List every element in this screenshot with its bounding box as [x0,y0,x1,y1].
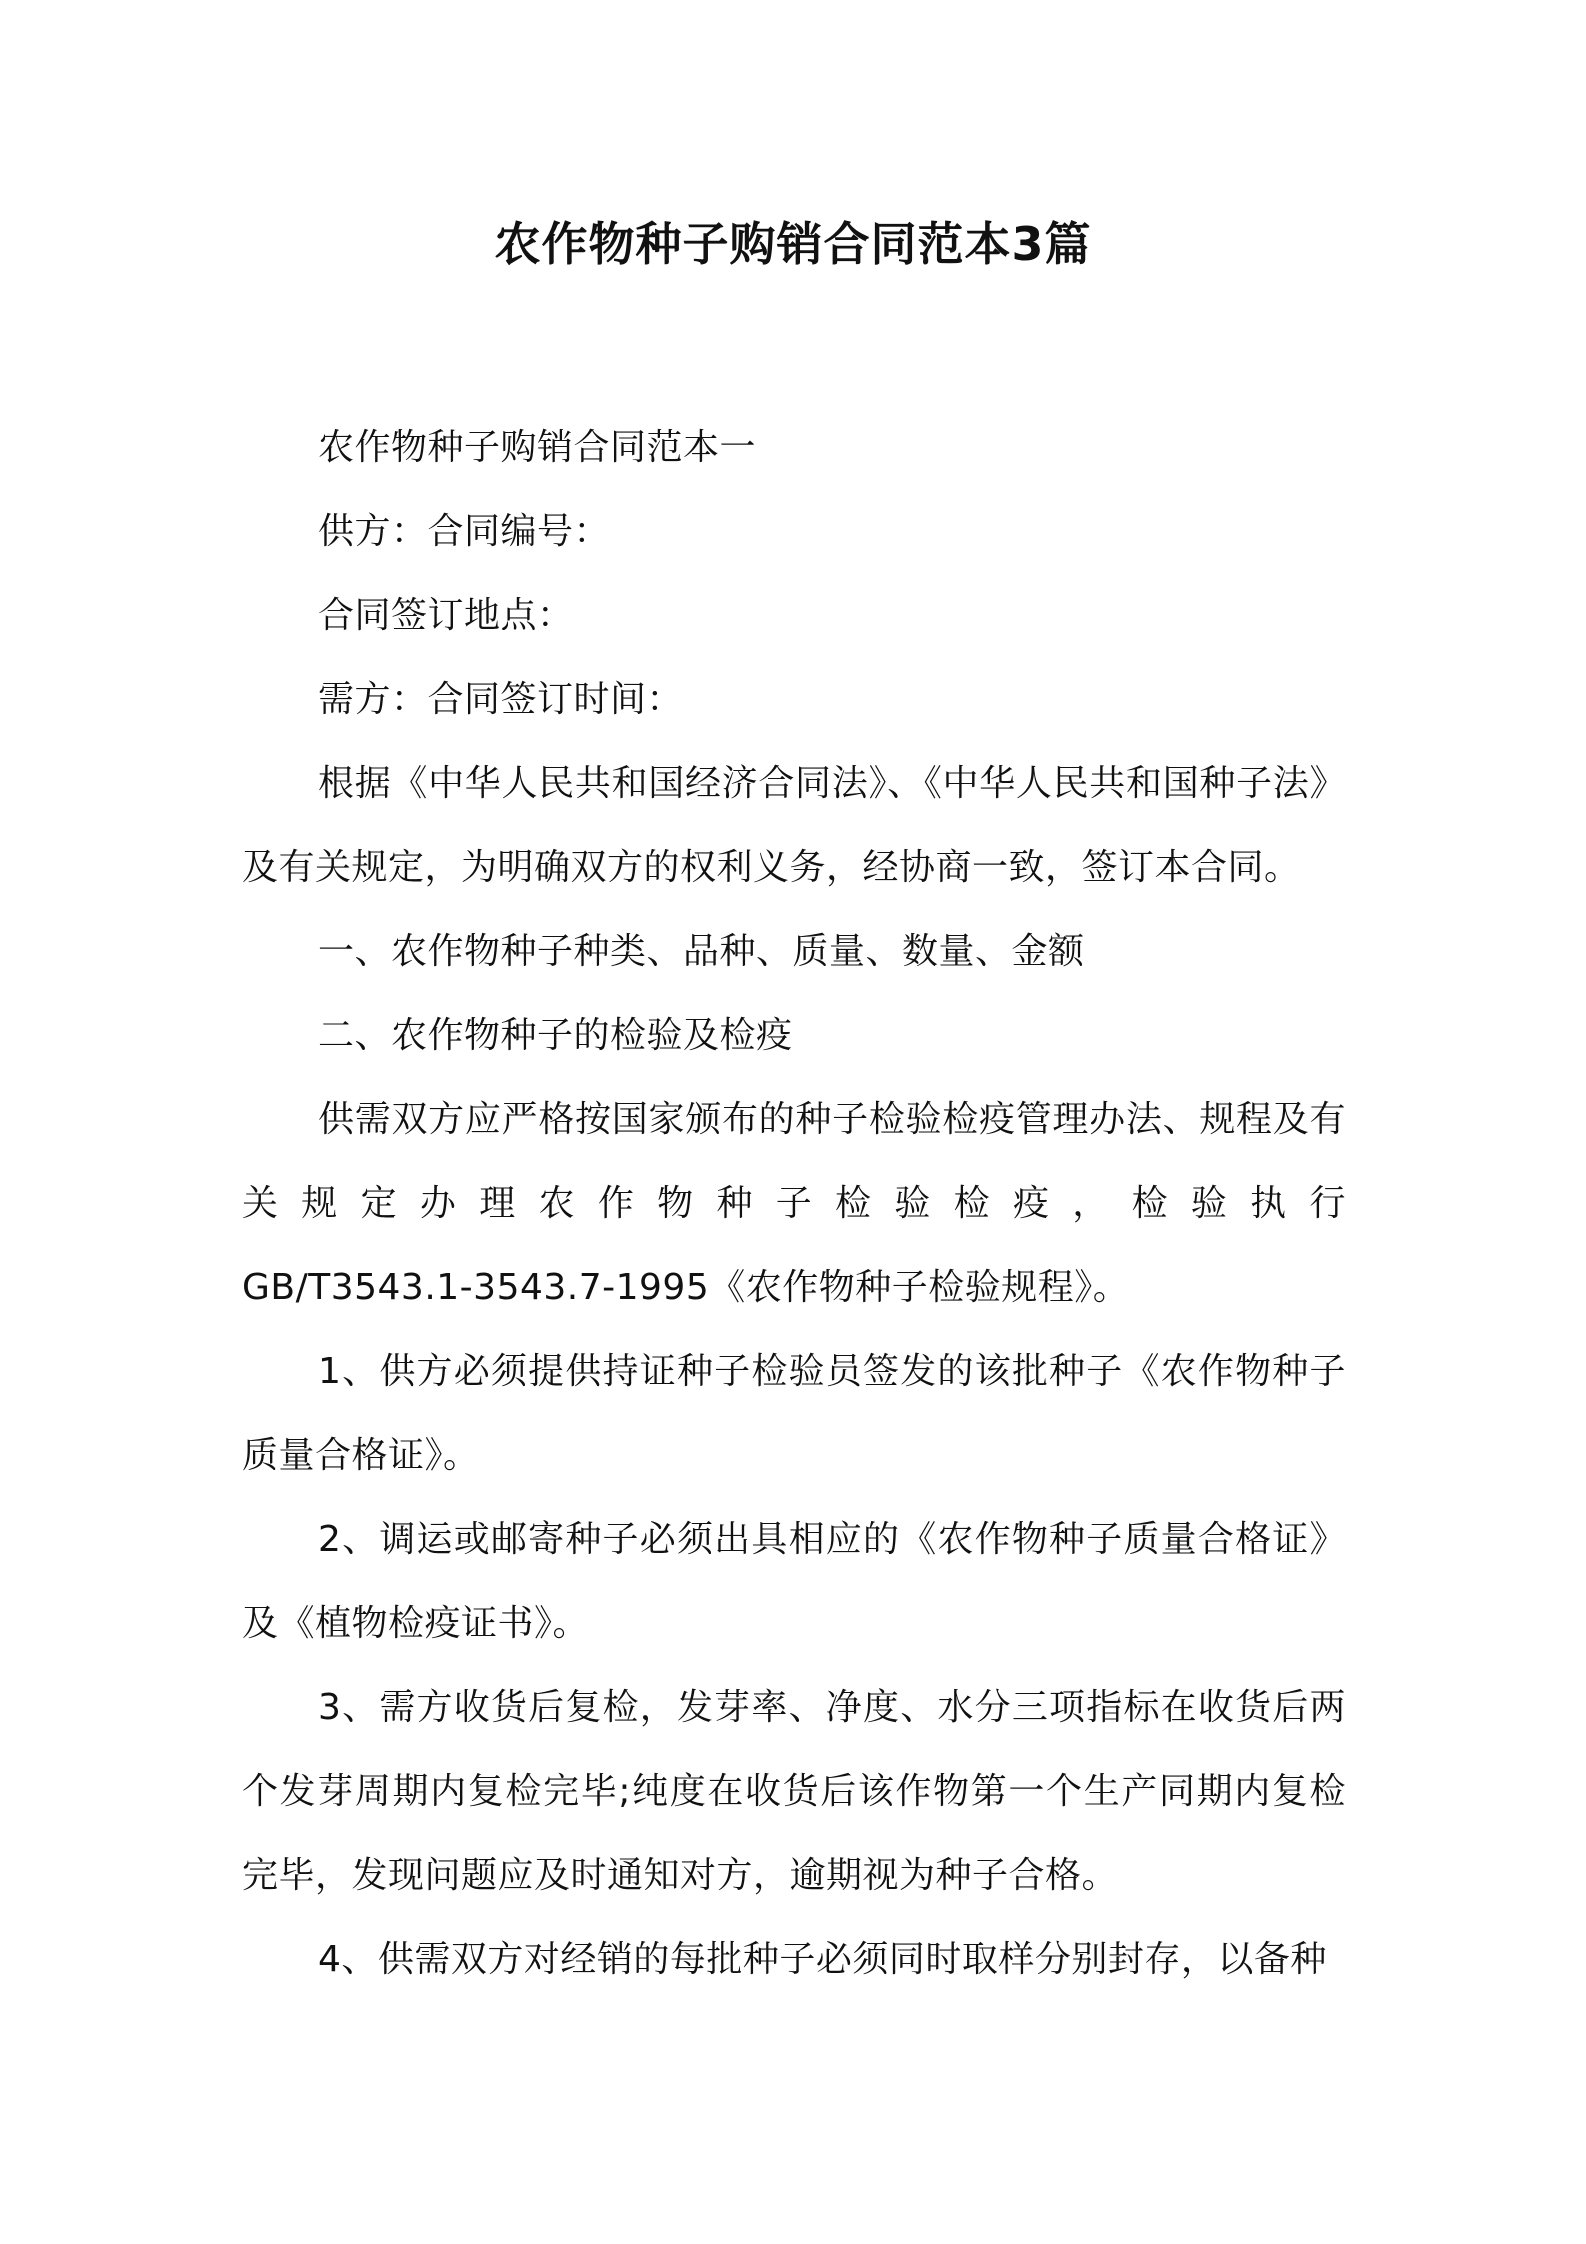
paragraph-section-two: 二、农作物种子的检验及检疫 [318,1015,793,1056]
document-title: 农作物种子购销合同范本3篇 [494,217,1092,271]
paragraph-legal-basis: 根据《中华人民共和国经济合同法》、《中华人民共和国种子法》及有关规定，为明确双方的权利义务，经协商一致，签订本合同。 [242,763,1346,888]
paragraph-item-3: 3、需方收货后复检，发芽率、净度、水分三项指标在收货后两个发芽周期内复检完毕;纯度在收货后该作物第一个生产同期内复检完毕，发现问题应及时通知对方，逾期视为种子合格。 [242,1687,1346,1896]
paragraph-heading-contract-one: 农作物种子购销合同范本一 [318,427,757,468]
paragraph-inspection-standard: GB/T3543.1-3543.7-1995《农作物种子检验规程》。 [242,1267,1130,1308]
paragraph-buyer: 需方：合同签订时间： [318,679,684,720]
paragraph-item-1: 1、供方必须提供持证种子检验员签发的该批种子《农作物种子质量合格证》。 [242,1351,1346,1476]
paragraph-item-2: 2、调运或邮寄种子必须出具相应的《农作物种子质量合格证》及《植物检疫证书》。 [242,1519,1346,1644]
document-body [242,406,1346,2002]
paragraph-section-one: 一、农作物种子种类、品种、质量、数量、金额 [318,931,1085,972]
paragraph-item-4: 4、供需双方对经销的每批种子必须同时取样分别封存，以备种 [318,1939,1327,1980]
paragraph-inspection-rules: 供需双方应严格按国家颁布的种子检验检疫管理办法、规程及有关规定办理农作物种子检验检疫，检验执行 [242,1099,1346,1224]
paragraph-supplier: 供方：合同编号： [318,511,611,552]
paragraph-signing-place: 合同签订地点： [318,595,574,636]
